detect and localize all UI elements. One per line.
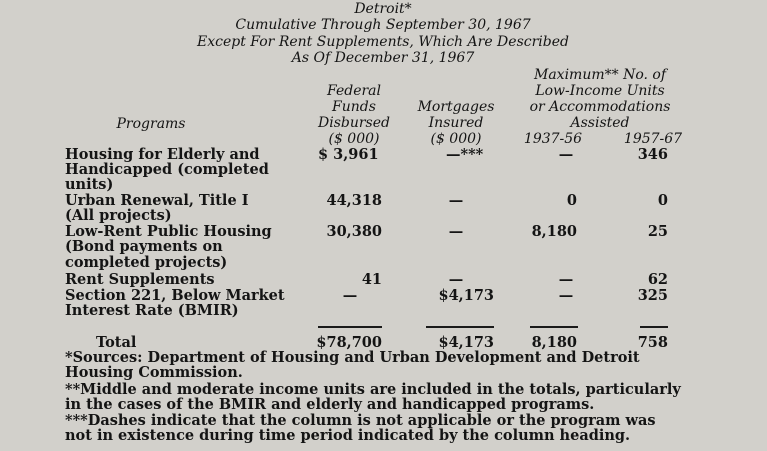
footnote-line: ***Dashes indicate that the column is not applicable or the program was [65,412,656,429]
header-mortgages-2: Insured [428,115,484,131]
header-period-1937-56: 1937-56 [523,131,583,147]
header-maximum-2: Low-Income Units [535,83,665,99]
cell-1957-67: 25 [647,223,668,240]
title-as-of: As Of December 31, 1967 [291,50,475,66]
row-program-line: (All projects) [65,207,172,224]
cell-mortgages: — [448,271,464,288]
header-mortgages-1: Mortgages [417,99,495,115]
cell-1957-67: 0 [657,192,668,209]
cell-1957-67: 62 [647,271,668,288]
cell-federal: $ 3,961 [318,146,379,163]
cell-federal: 44,318 [326,192,382,209]
title-location: Detroit* [354,1,412,17]
cell-federal: 30,380 [326,223,382,240]
cell-1937-56: — [558,271,574,288]
total-rule-1957-67 [640,326,668,328]
row-program-line: completed projects) [65,254,228,271]
cell-1937-56: — [558,146,574,163]
header-maximum-4: Assisted [570,115,630,131]
header-maximum-1: Maximum** No. of [533,67,667,83]
header-federal-2: Funds [332,99,376,115]
footnote-line: Housing Commission. [65,364,243,381]
row-program-line: (Bond payments on [65,238,223,255]
cell-federal: 41 [361,271,382,288]
cell-1957-67: 325 [637,287,668,304]
total-1937-56: 8,180 [531,334,577,351]
total-rule-mortgages [426,326,494,328]
row-program-line: Handicapped (completed [65,161,269,178]
header-federal-1: Federal [327,83,381,99]
total-label: Total [96,334,137,351]
header-federal-3: Disbursed [318,115,390,131]
cell-federal: — [342,287,358,304]
cell-mortgages: $4,173 [438,287,494,304]
total-mortgages: $4,173 [438,334,494,351]
footnote-line: in the cases of the BMIR and elderly and handicapped programs. [65,396,595,413]
cell-1957-67: 346 [637,146,668,163]
cell-mortgages: — [448,223,464,240]
footnote-line: not in existence during time period indicated by the column heading. [65,427,631,444]
header-maximum-3: or Accommodations [529,99,671,115]
total-1957-67: 758 [637,334,668,351]
title-cumulative: Cumulative Through September 30, 1967 [235,17,531,33]
row-program-line: Housing for Elderly and [65,146,260,163]
cell-mortgages: — [448,192,464,209]
cell-1937-56: — [558,287,574,304]
header-mortgages-3: ($ 000) [430,131,482,147]
cell-mortgages: —*** [446,146,484,163]
total-rule-1937-56 [530,326,578,328]
total-federal: $78,700 [316,334,382,351]
row-program-line: Urban Renewal, Title I [65,192,249,209]
row-program-line: Low-Rent Public Housing [65,223,272,240]
total-rule-federal [318,326,382,328]
cell-1937-56: 0 [566,192,577,209]
row-program-line: Interest Rate (BMIR) [65,302,239,319]
footnote-line: *Sources: Department of Housing and Urban Development and Detroit [65,349,640,366]
footnote-line: **Middle and moderate income units are included in the totals, particularly [65,381,681,398]
cell-1937-56: 8,180 [531,223,577,240]
title-except: Except For Rent Supplements, Which Are Described [197,34,569,50]
row-program-line: Section 221, Below Market [65,287,285,304]
header-programs: Programs [116,116,186,132]
header-period-1957-67: 1957-67 [623,131,683,147]
row-program-line: Rent Supplements [65,271,215,288]
header-federal-4: ($ 000) [328,131,380,147]
row-program-line: units) [65,176,114,193]
